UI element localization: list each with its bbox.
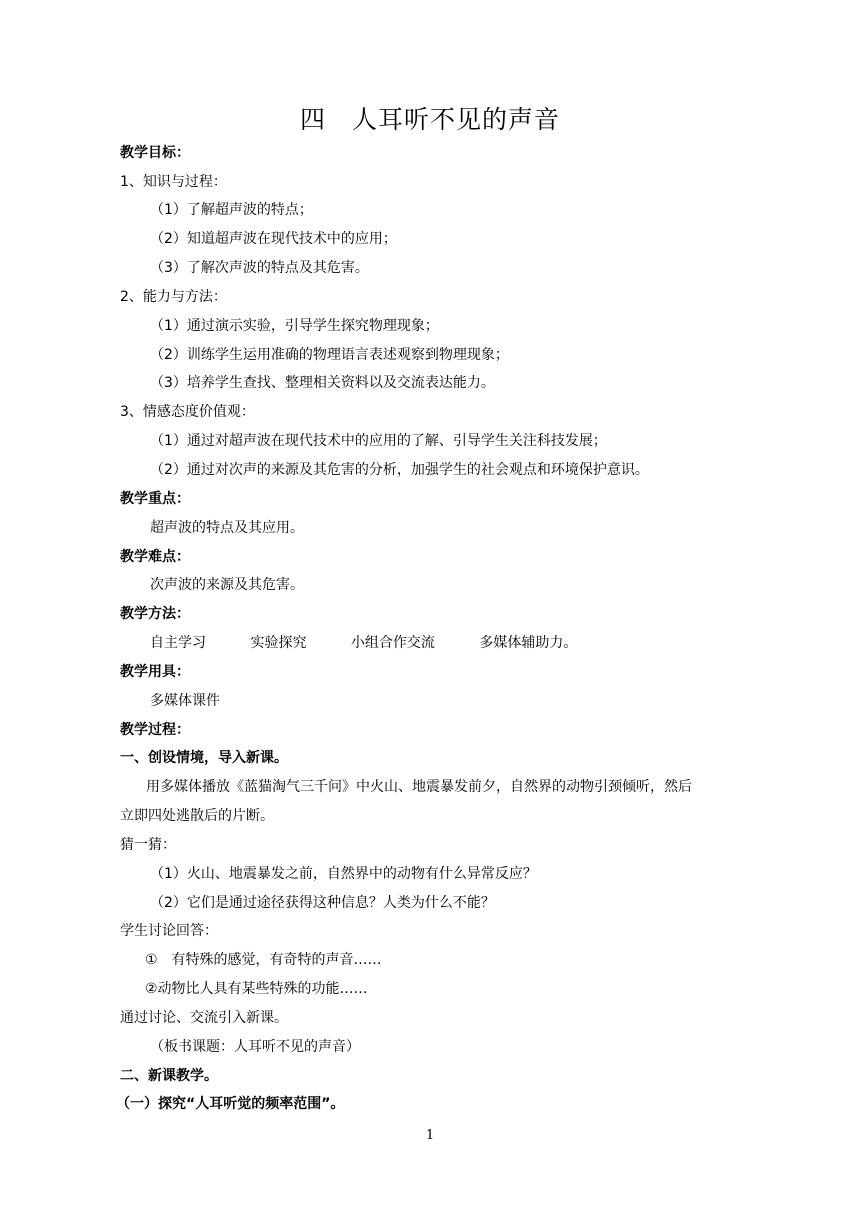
process-heading: 教学过程：: [120, 722, 190, 738]
section-1-heading: 一、创设情境，导入新课。: [120, 750, 288, 766]
paragraph-line: 用多媒体播放《蓝猫淘气三千问》中火山、地震暴发前夕，自然界的动物引颈倾听，然后: [146, 779, 692, 795]
goals-k3-item: （2）通过对次声的来源及其危害的分析，加强学生的社会观点和环境保护意识。: [150, 462, 649, 478]
goals-k1-item: （1）了解超声波的特点；: [150, 202, 313, 218]
goals-k2-item: （3）培养学生查找、整理相关资料以及交流表达能力。: [150, 375, 495, 391]
method-item: 小组合作交流: [350, 635, 435, 651]
key-text: 超声波的特点及其应用。: [150, 520, 304, 536]
paragraph-line: 立即四处逃散后的片断。: [120, 808, 274, 824]
subsection-heading: （一）探究“人耳听觉的频率范围”。: [116, 1096, 345, 1112]
method-list: [150, 633, 617, 653]
page-number: 1: [425, 1128, 435, 1143]
goals-k2: 2、能力与方法：: [120, 289, 227, 305]
answer-item: ②动物比人具有某些特殊的功能……: [145, 981, 368, 997]
answer-item: ① 有特殊的感觉，有奇特的声音……: [145, 952, 382, 968]
question-item: （2）它们是通过途径获得这种信息？人类为什么不能？: [150, 895, 495, 911]
goals-k1: 1、知识与过程：: [120, 174, 227, 190]
method-item: 实验探究: [250, 635, 307, 651]
section-2-heading: 二、新课教学。: [120, 1068, 218, 1084]
goals-k1-item: （2）知道超声波在现代技术中的应用；: [150, 231, 397, 247]
difficulty-text: 次声波的来源及其危害。: [150, 577, 304, 593]
goals-heading: 教学目标：: [120, 145, 190, 161]
question-item: （1）火山、地震暴发之前，自然界中的动物有什么异常反应？: [150, 866, 537, 882]
page-title: 四 人耳听不见的声音: [299, 105, 560, 134]
goals-k2-item: （1）通过演示实验，引导学生探究物理现象；: [150, 318, 439, 334]
goals-k2-item: （2）训练学生运用准确的物理语言表述观察到物理现象；: [150, 347, 509, 363]
tools-text: 多媒体课件: [150, 693, 220, 709]
discuss-label: 学生讨论回答：: [120, 923, 218, 939]
guess-label: 猜一猜：: [120, 837, 176, 853]
board-note: （板书课题：人耳听不见的声音）: [150, 1039, 360, 1055]
method-heading: 教学方法：: [120, 606, 190, 622]
method-item: 多媒体辅助力。: [479, 635, 578, 651]
method-item: 自主学习: [150, 635, 206, 651]
goals-k3-item: （1）通过对超声波在现代技术中的应用的了解、引导学生关注科技发展；: [150, 433, 607, 449]
difficulty-heading: 教学难点：: [120, 549, 190, 565]
intro-text: 通过讨论、交流引入新课。: [120, 1010, 288, 1026]
goals-k1-item: （3）了解次声波的特点及其危害。: [150, 260, 369, 276]
goals-k3: 3、情感态度价值观：: [120, 404, 255, 420]
tools-heading: 教学用具：: [120, 664, 190, 680]
key-heading: 教学重点：: [120, 491, 190, 507]
